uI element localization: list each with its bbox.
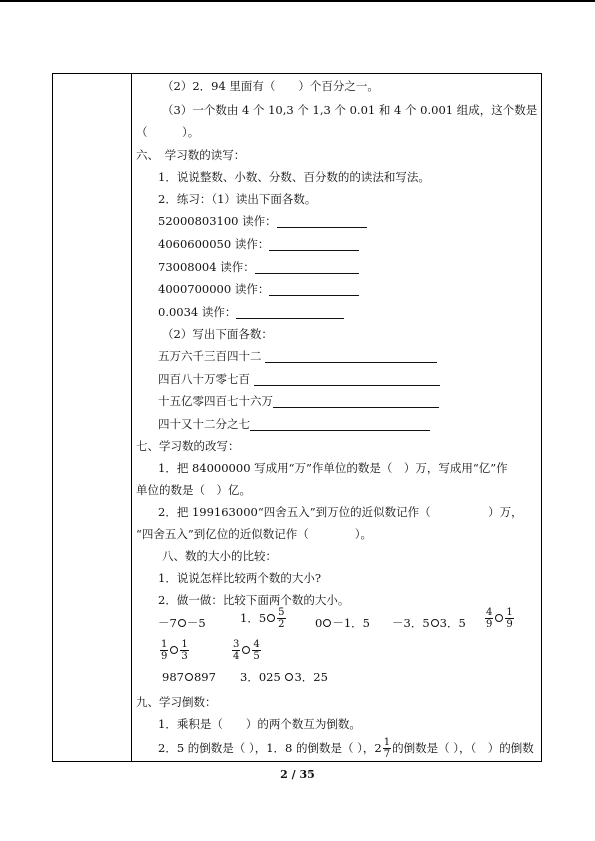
item-9-2-end: 的倒数是（ ），（ ）的倒数: [392, 741, 534, 755]
mixed-fraction: $\frac{1}{7}$: [383, 736, 391, 760]
compare-9-right: 3．25: [294, 670, 328, 684]
write-row-4-label: 四十又十二分之七: [158, 417, 250, 431]
compare-circle[interactable]: [431, 619, 439, 627]
section-8-heading: 八、数的大小的比较：: [162, 549, 277, 563]
answer-blank[interactable]: [277, 215, 367, 228]
fraction: $\frac{1}{3}$: [181, 638, 188, 662]
fraction: $\frac{4}{9}$: [486, 606, 493, 630]
compare-3-right: －1．5: [332, 616, 370, 630]
compare-circle[interactable]: [285, 673, 293, 681]
answer-blank[interactable]: [269, 238, 359, 251]
read-row-1-label: 52000803100 读作：: [158, 214, 277, 228]
read-row-1: [158, 214, 367, 228]
item-7-1: 1．把 84000000 写成用“万”作单位的数是（ ）万，写成用“亿”作: [158, 461, 508, 475]
compare-7: [231, 635, 262, 665]
compare-4: [392, 608, 466, 638]
fraction: $\frac{1}{9}$: [161, 638, 168, 662]
question-3: （3）一个数由 4 个 10,3 个 1,3 个 0.01 和 4 个 0.001 组成，这个数是: [162, 103, 538, 117]
compare-8-right: 897: [193, 670, 216, 684]
answer-blank[interactable]: [273, 395, 439, 408]
compare-circle[interactable]: [242, 646, 250, 654]
top-rule: [0, 0, 595, 2]
answer-blank[interactable]: [254, 373, 440, 386]
section-6-heading: 六、 学习数的读写：: [136, 148, 246, 162]
item-7-2: 2．把 199163000“四舍五入”到万位的近似数记作（ ）万，: [158, 505, 523, 519]
question-3-answer: （ ）。: [136, 125, 200, 139]
compare-2: [240, 603, 287, 633]
compare-5: [484, 603, 515, 633]
compare-1: [158, 608, 206, 638]
answer-blank[interactable]: [269, 283, 359, 296]
item-9-2-start: 2．5 的倒数是（ ），1．8 的倒数是（ ），2: [158, 741, 382, 755]
item-6-2: 2．练习：（1）读出下面各数。: [158, 192, 317, 206]
compare-1-right: －5: [186, 616, 206, 630]
write-row-1: [158, 349, 437, 363]
write-row-4: [158, 417, 430, 431]
write-heading: （2）写出下面各数：: [162, 327, 273, 341]
compare-circle[interactable]: [178, 619, 186, 627]
read-row-4-label: 4000700000 读作：: [158, 282, 270, 296]
compare-circle[interactable]: [170, 646, 178, 654]
fraction: $\frac{3}{4}$: [233, 638, 240, 662]
item-9-1: 1．乘积是（ ）的两个数互为倒数。: [158, 717, 361, 731]
section-7-heading: 七、学习数的改写：: [136, 439, 240, 453]
compare-1-left: －7: [158, 616, 177, 630]
write-row-1-label: 五万六千三百四十二: [158, 349, 262, 363]
compare-9: [240, 669, 328, 685]
item-7-2-cont: “四舍五入”到亿位的近似数记作（ ）。: [136, 527, 373, 541]
item-8-1: 1．说说怎样比较两个数的大小?: [158, 571, 321, 585]
compare-4-left: －3．5: [392, 616, 430, 630]
item-8-2: 2．做一做：比较下面两个数的大小。: [158, 593, 350, 607]
write-row-3: [158, 394, 439, 408]
read-row-2: [158, 237, 359, 251]
compare-3-left: 0: [315, 616, 323, 630]
fraction: $\frac{4}{5}$: [253, 638, 260, 662]
page-number: 2 / 35: [280, 768, 315, 781]
item-9-2: [158, 735, 534, 761]
write-row-2-label: 四百八十万零七百: [158, 372, 250, 386]
compare-circle[interactable]: [495, 614, 503, 622]
answer-blank[interactable]: [250, 418, 430, 431]
compare-9-left: 3．025: [240, 670, 281, 684]
fraction: $\frac{5}{2}$: [278, 606, 285, 630]
read-row-3: [158, 260, 359, 274]
read-row-3-label: 73008004 读作：: [158, 260, 255, 274]
answer-blank[interactable]: [255, 261, 359, 274]
read-row-5: [158, 305, 344, 319]
write-row-3-label: 十五亿零四百七十六万: [158, 394, 273, 408]
compare-4-right: 3．5: [439, 616, 466, 630]
compare-8-left: 987: [162, 670, 184, 684]
read-row-2-label: 4060600050 读作：: [158, 237, 270, 251]
section-9-heading: 九、学习倒数：: [136, 695, 217, 709]
compare-6: [159, 635, 190, 665]
compare-8: [162, 669, 216, 685]
fraction: $\frac{1}{9}$: [506, 606, 513, 630]
answer-blank[interactable]: [236, 306, 344, 319]
compare-3: [315, 608, 370, 638]
read-row-5-label: 0.0034 读作：: [158, 305, 237, 319]
question-2: （2）2．94 里面有（ ）个百分之一。: [162, 79, 379, 93]
write-row-2: [158, 372, 440, 386]
compare-circle[interactable]: [267, 614, 275, 622]
compare-circle[interactable]: [185, 673, 193, 681]
compare-circle[interactable]: [323, 619, 331, 627]
column-divider: [131, 73, 132, 762]
item-6-1: 1．说说整数、小数、分数、百分数的的读法和写法。: [158, 170, 430, 184]
compare-2-left: 1．5: [240, 611, 267, 625]
read-row-4: [158, 282, 359, 296]
answer-blank[interactable]: [265, 350, 437, 363]
item-7-1-cont: 单位的数是（ ）亿。: [136, 483, 251, 497]
